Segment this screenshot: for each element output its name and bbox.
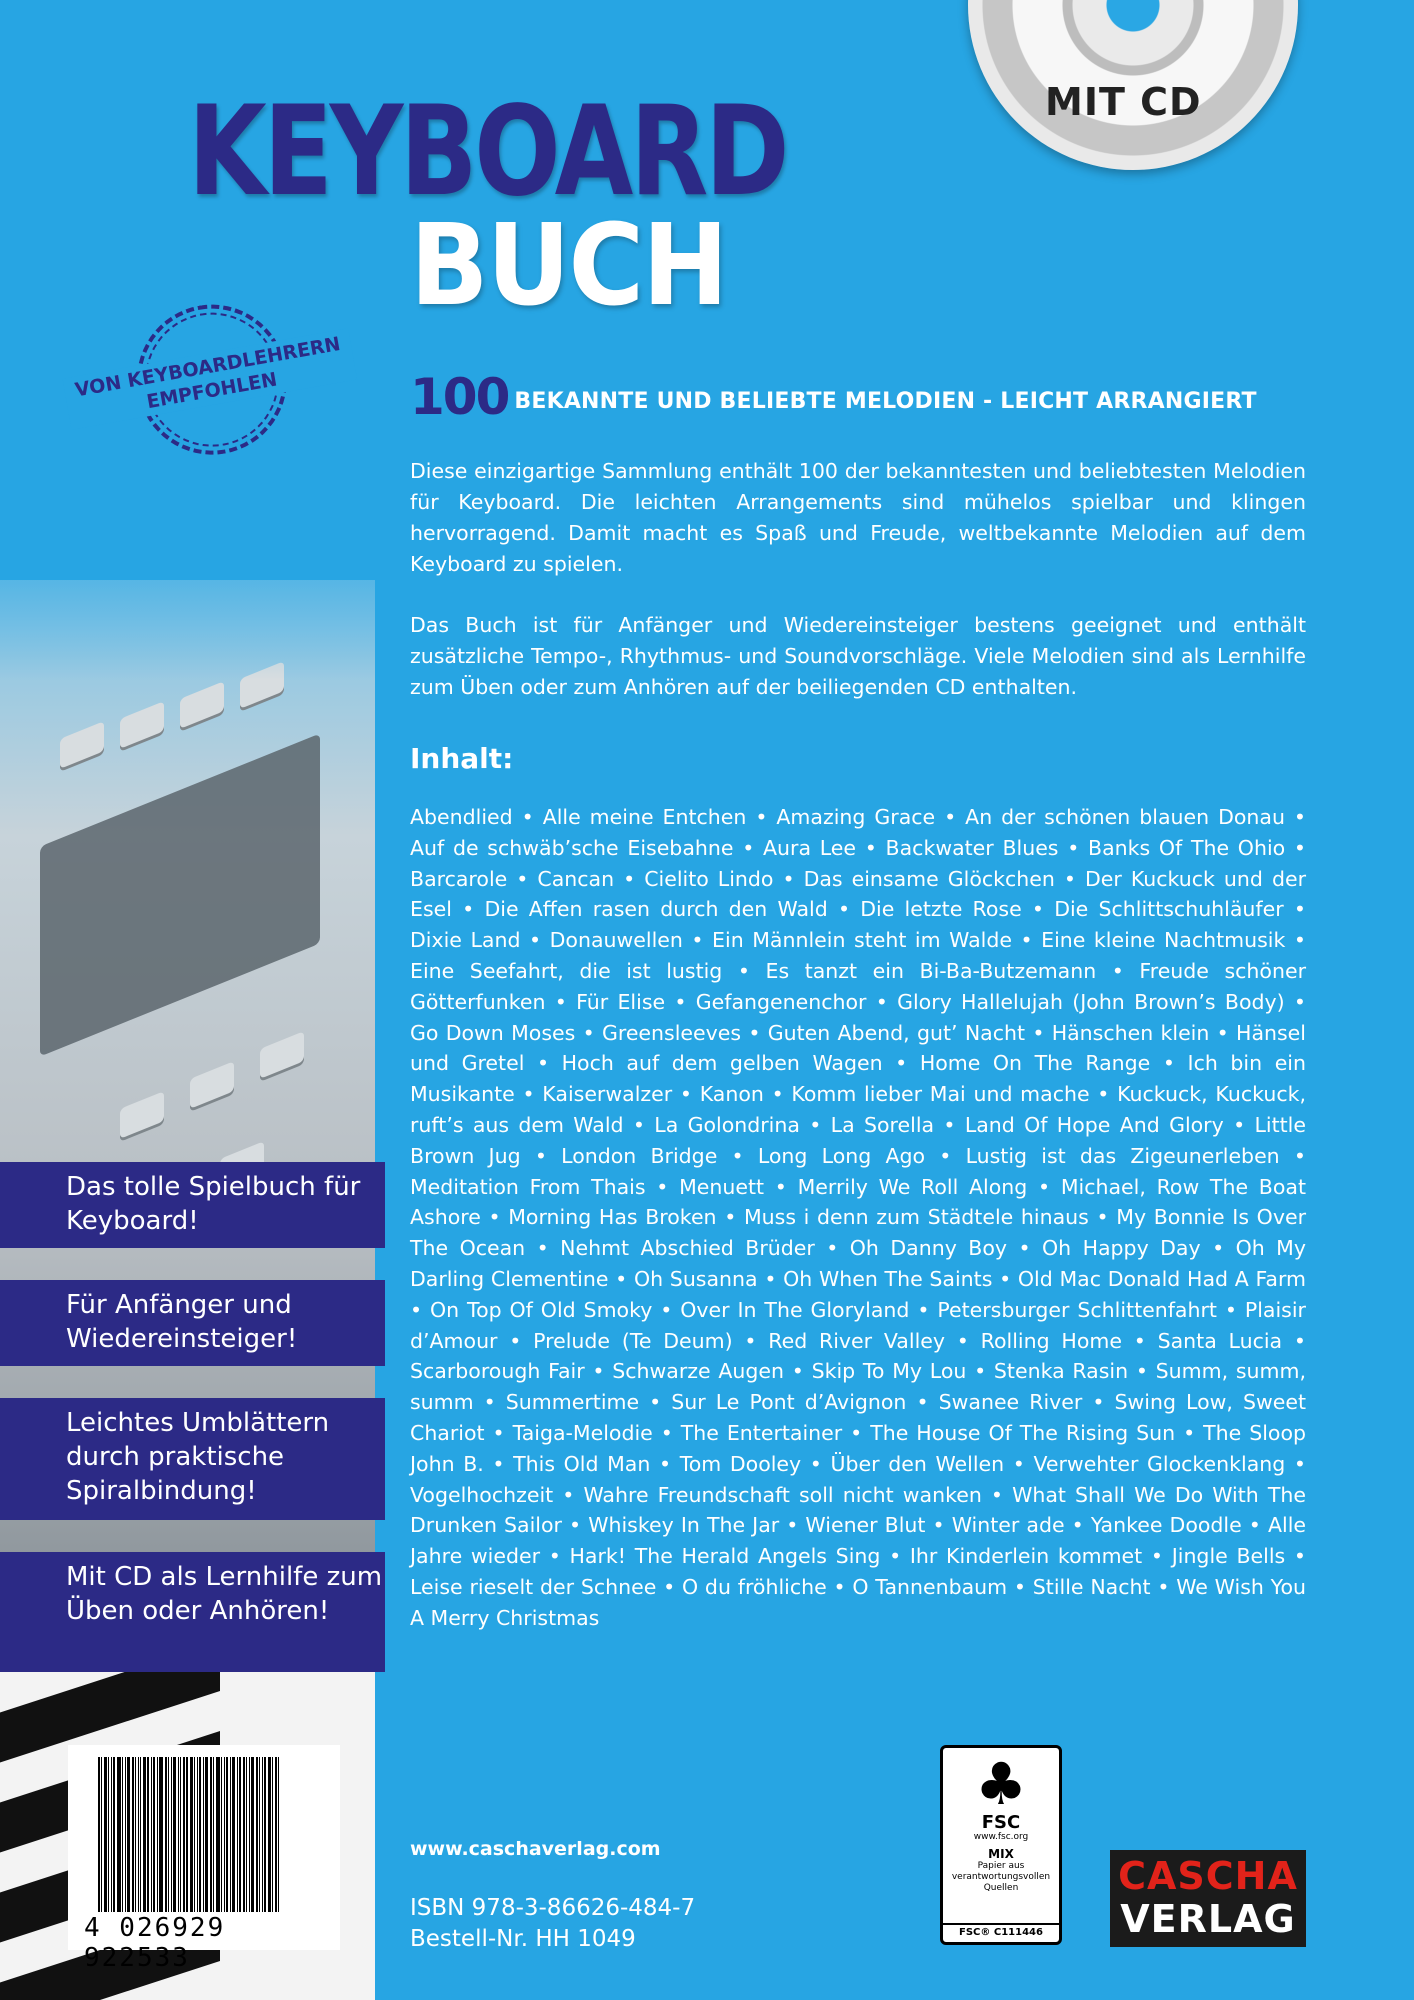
feature-text: Leichtes Umblättern durch praktische Spiralbindung!: [66, 1408, 330, 1506]
logo-line-1: CASCHA: [1118, 1854, 1298, 1898]
barcode-bar: [98, 1757, 100, 1912]
barcode-bar: [111, 1757, 112, 1912]
barcode-bar: [168, 1757, 169, 1912]
barcode-bar: [122, 1757, 123, 1912]
feature-box: [0, 1162, 385, 1248]
barcode-bar: [171, 1757, 172, 1912]
barcode-number: 4 026929 922533: [84, 1913, 226, 1973]
feature-box: [0, 1398, 385, 1520]
logo-line-2: VERLAG: [1120, 1897, 1296, 1941]
barcode-bar: [186, 1757, 188, 1912]
barcode-bar: [183, 1757, 185, 1912]
title-keyboard: KEYBOARD: [188, 80, 787, 224]
publisher-logo: [1110, 1850, 1306, 1947]
barcode-bar: [143, 1757, 146, 1912]
barcode-bar: [262, 1757, 263, 1912]
stamp-text: VON KEYBOARDLEHRERN EMPFOHLEN: [63, 328, 358, 430]
headline-text: BEKANNTE UND BELIEBTE MELODIEN - LEICHT ARRANGIERT: [514, 389, 1257, 414]
isbn: ISBN 978-3-86626-484-7: [410, 1895, 696, 1921]
barcode-bar: [197, 1757, 198, 1912]
feature-text: Mit CD als Lernhilfe zum Üben oder Anhören!: [66, 1562, 383, 1626]
barcode-bar: [178, 1757, 179, 1912]
barcode-bar: [278, 1757, 279, 1912]
keyboard-button-graphic: [190, 1061, 234, 1109]
barcode-bar: [101, 1757, 102, 1912]
feature-box: [0, 1280, 385, 1366]
cd-badge: MIT CD: [1045, 80, 1202, 124]
barcode-bar: [180, 1757, 181, 1912]
barcode-bar: [243, 1757, 245, 1912]
fsc-mix: MIX: [988, 1847, 1014, 1861]
barcode-bar: [190, 1757, 193, 1912]
barcode-bar: [117, 1757, 121, 1912]
fsc-site: www.fsc.org: [973, 1832, 1029, 1842]
barcode-bar: [113, 1757, 115, 1912]
barcode-bar: [256, 1757, 258, 1912]
keyboard-button-graphic: [180, 681, 224, 729]
contents-title: Inhalt:: [410, 742, 514, 775]
fsc-tree-icon: ♣: [975, 1750, 1027, 1818]
barcode-bar: [159, 1757, 163, 1912]
barcode-bar: [205, 1757, 208, 1912]
barcode-bars: [98, 1757, 313, 1912]
barcode-bar: [230, 1757, 231, 1912]
keyboard-button-graphic: [120, 701, 164, 749]
barcode-bar: [199, 1757, 201, 1912]
keyboard-button-graphic: [60, 721, 104, 769]
headline-number: 100: [410, 368, 509, 426]
barcode-bar: [157, 1757, 158, 1912]
fsc-label: [940, 1745, 1062, 1945]
barcode-bar: [216, 1757, 220, 1912]
feature-box: [0, 1552, 385, 1672]
fsc-word: FSC: [981, 1812, 1021, 1833]
barcode-bar: [232, 1757, 235, 1912]
barcode-bar: [108, 1757, 109, 1912]
feature-text: Für Anfänger und Wiedereinsteiger!: [66, 1290, 298, 1354]
description-paragraph-2: Das Buch ist für Anfänger und Wiedereinsteiger bestens geeignet und enthält zusätzliche Tempo-, Rhythmus- und Soundvorschläge. Viele Melodien sind als Lernhilfe zum Üben oder zum Anhören auf der beiliegenden CD enthalten.: [410, 613, 1306, 699]
barcode-bar: [275, 1757, 277, 1912]
barcode-bar: [151, 1757, 152, 1912]
song-list: Abendlied • Alle meine Entchen • Amazing Grace • An der schönen blauen Donau • Auf de schwäb’sche Eisebahne • Aura Lee • Backwater Blues • Banks Of The Ohio • Barcarole • Cancan • Cielito Lindo • Das einsame Glöckchen • Der Kuckuck und der Esel • Die Affen rasen durch den Wald • Die letzte Rose • Die Schlittschuhläufer • Dixie Land • Donauwellen • Ein Männlein steht im Walde • Eine kleine Nachtmusik • Eine Seefahrt, die ist lustig • Es tanzt ein Bi-Ba-Butzemann • Freude schöner Götterfunken • Für Elise • Gefangenenchor • Glory Hallelujah (John Brown’s Body) • Go Down Moses • Greensleeves • Guten Abend, gut’ Nacht • Hänschen klein • Hänsel und Gretel • Hoch auf dem gelben Wagen • Home On The Range • Ich bin ein Musikante • Kaiserwalzer • Kanon • Komm lieber Mai und mache • Kuckuck, Kuckuck, ruft’s aus dem Wald • La Golondrina • La Sorella • Land Of Hope And Glory • Little Brown Jug • London Bridge • Long Long Ago • Lustig ist das Zigeunerleben • Meditation From Thais • Menuett • Merrily We Roll Along • Michael, Row The Boat Ashore • Morning Has Broken • Muss i denn zum Städtele hinaus • My Bonnie Is Over The Ocean • Nehmt Abschied Brüder • Oh Danny Boy • Oh Happy Day • Oh My Darling Clementine • Oh Susanna • Oh When The Saints • Old Mac Donald Had A Farm • On Top Of Old Smoky • Over In The Gloryland • Petersburger Schlittenfahrt • Plaisir d’Amour • Prelude (Te Deum) • Red River Valley • Rolling Home • Santa Lucia • Scarborough Fair • Schwarze Augen • Skip To My Lou • Stenka Rasin • Summ, summ, summ • Summertime • Sur Le Pont d’Avignon • Swanee River • Swing Low, Sweet Chariot • Taiga-Melodie • The Entertainer • The House Of The Rising Sun • The Sloop John B. • This Old Man • Tom Dooley • Über den Wellen • Verwehter Glockenklang • Vogelhochzeit • Wahre Freundschaft soll nicht wanken • What Shall We Do With The Drunken Sailor • Whiskey In The Jar • Wiener Blut • Winter ade • Yankee Doodle • Alle Jahre wieder • Hark! The Herald Angels Sing • Ihr Kinderlein kommet • Jingle Bells • Leise rieselt der Schnee • O du fröhliche • O Tannenbaum • Stille Nacht • We Wish You A Merry Christmas: [410, 805, 1306, 1630]
barcode-bar: [246, 1757, 247, 1912]
barcode-bar: [173, 1757, 176, 1912]
barcode-bar: [127, 1757, 130, 1912]
barcode-bar: [237, 1757, 238, 1912]
isbn-block: [410, 1893, 695, 1955]
barcode-bar: [135, 1757, 136, 1912]
order-number: Bestell-Nr. HH 1049: [410, 1926, 636, 1952]
barcode-bar: [226, 1757, 228, 1912]
barcode-bar: [132, 1757, 134, 1912]
headline: [410, 368, 1257, 426]
title-buch: BUCH: [410, 201, 727, 331]
barcode-bar: [251, 1757, 254, 1912]
feature-text: Das tolle Spielbuch für Keyboard!: [66, 1172, 361, 1236]
barcode: [68, 1745, 340, 1973]
barcode-bar: [203, 1757, 204, 1912]
barcode-bar: [259, 1757, 260, 1912]
barcode-bar: [147, 1757, 149, 1912]
keyboard-display: [40, 733, 320, 1056]
barcode-bar: [213, 1757, 214, 1912]
barcode-bar: [125, 1757, 126, 1912]
barcode-bar: [268, 1757, 271, 1912]
barcode-bar: [249, 1757, 250, 1912]
publisher-url[interactable]: www.caschaverlag.com: [410, 1838, 661, 1860]
barcode-bar: [224, 1757, 225, 1912]
description-paragraph-1: Diese einzigartige Sammlung enthält 100 der bekanntesten und beliebtesten Melodien für Keyboard. Die leichten Arrangements sind mühelos spielbar und klingen hervorragend. Damit macht es Spaß und Freude, weltbekannte Melodien auf dem Keyboard zu spielen.: [410, 459, 1306, 576]
keyboard-button-graphic: [120, 1091, 164, 1139]
fsc-code: FSC® C111446: [943, 1923, 1059, 1938]
keyboard-button-graphic: [260, 1031, 304, 1079]
barcode-bar: [140, 1757, 141, 1912]
barcode-bar: [194, 1757, 195, 1912]
barcode-bar: [221, 1757, 222, 1912]
barcode-bar: [272, 1757, 273, 1912]
fsc-text: Papier aus verantwortungsvollen Quellen: [951, 1861, 1051, 1893]
barcode-bar: [264, 1757, 266, 1912]
barcode-bar: [239, 1757, 241, 1912]
barcode-bar: [138, 1757, 139, 1912]
barcode-bar: [104, 1757, 107, 1912]
barcode-bar: [165, 1757, 167, 1912]
barcode-bar: [153, 1757, 155, 1912]
barcode-bar: [210, 1757, 212, 1912]
